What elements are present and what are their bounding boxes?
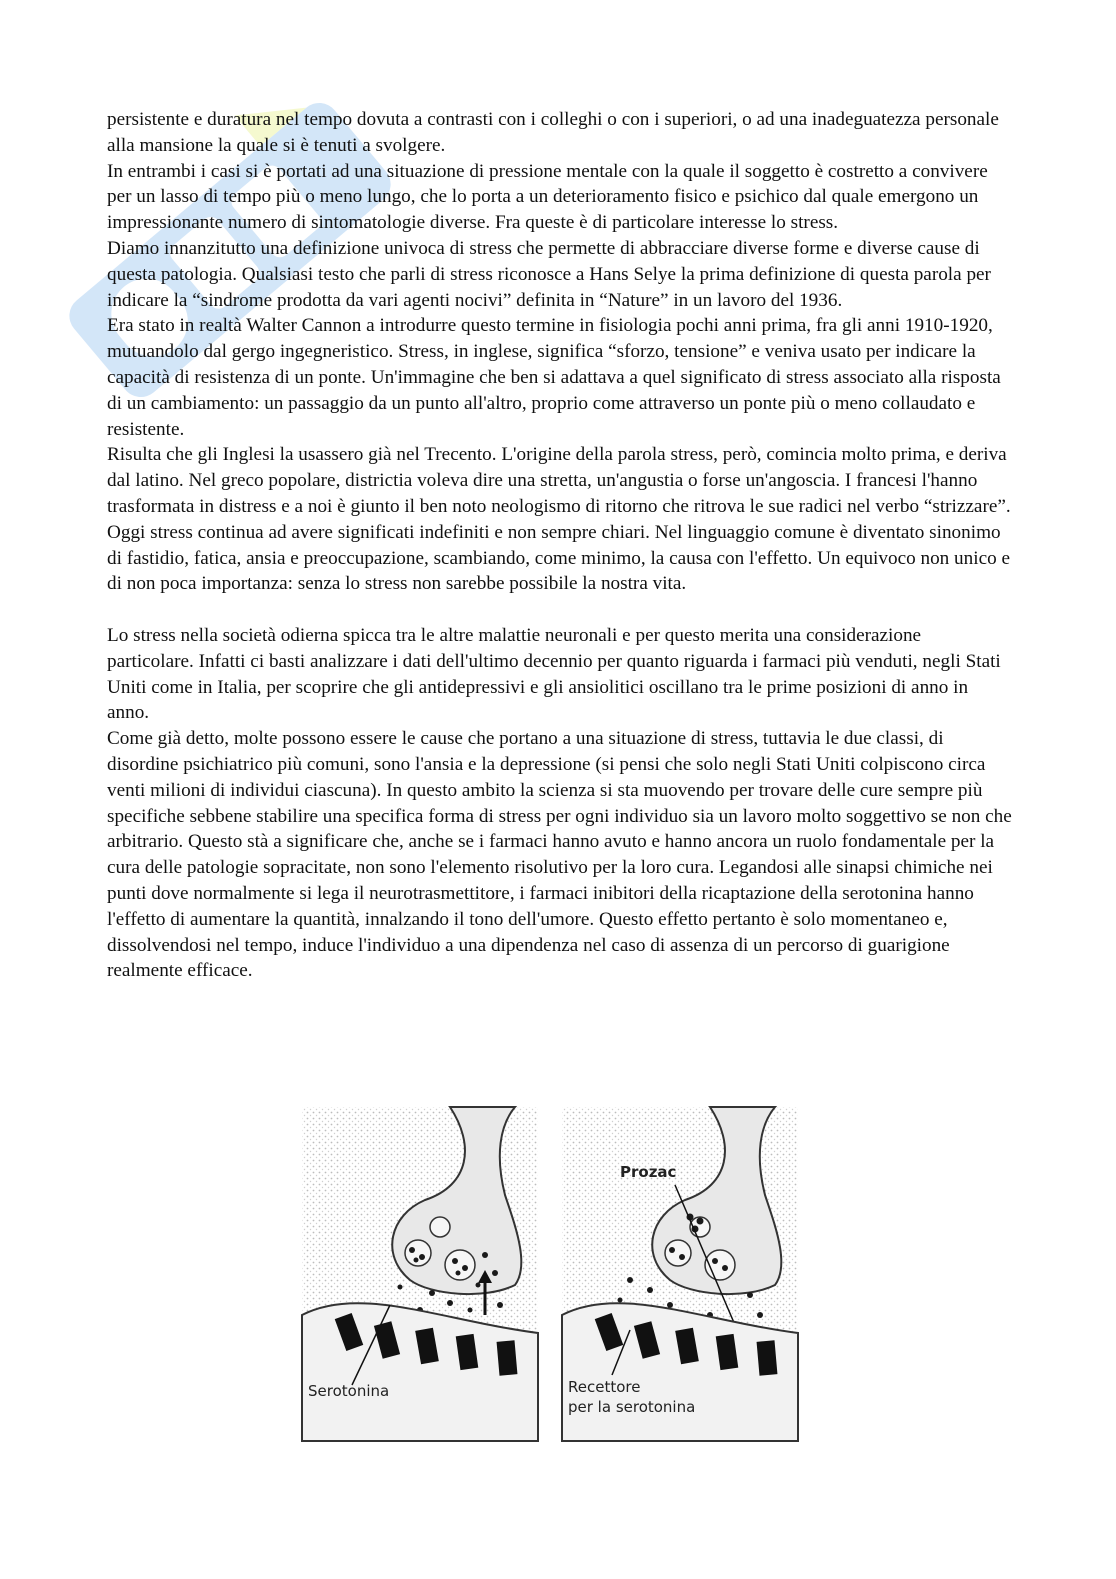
right-synapse-panel xyxy=(562,1107,798,1441)
paragraph-1: persistente e duratura nel tempo dovuta a contrasti con i colleghi o con i superiori, o ad una inadeguatezza personale alla mansione la quale si è tenuti a svolgere. xyxy=(107,109,999,156)
paragraph-3: Diamo innanzitutto una definizione univoca di stress che permette di abbracciare diverse forme e diverse cause di questa patologia. Qualsiasi testo che parli di stress riconosce a Hans Selye la prima definizione di questa parola per indicare la “sindrome prodotta da vari agenti nocivi” definita in “Nature” in un lavoro del 1936. xyxy=(107,237,991,311)
prozac-label: Prozac xyxy=(620,1163,677,1181)
paragraph-5: Risulta che gli Inglesi la usassero già nel Trecento. L'origine della parola stress, però, comincia molto prima, e deriva dal latino. Nel greco popolare, districtia voleva dire una stretta, un'angustia o forse un'angoscia. I francesi l'hanno trasformata in distress e a noi è giunto il ben noto neologismo di ritorno che ritrova le sue radici nel verbo “strizzare”. Oggi stress continua ad avere significati indefiniti e non sempre chiari. Nel linguaggio comune è diventato sinonimo di fastidio, fatica, ansia e preoccupazione, scambiando, come minimo, la causa con l'effetto. Un equivoco non unico e di non poca importanza: senza lo stress non sarebbe possibile la nostra vita. xyxy=(107,444,1011,595)
serotonin-label: Serotonina xyxy=(308,1382,390,1400)
paragraph-6: Lo stress nella società odierna spicca tra le altre malattie neuronali e per questo merita una considerazione particolare. Infatti ci basti analizzare i dati dell'ultimo decennio per quanto riguarda i farmaci più venduti, negli Stati Uniti come in Italia, per scoprire che gli antidepressivi e gli ansiolitici oscillano tra le prime posizioni di anno in anno. xyxy=(107,624,1001,724)
paragraph-7: Come già detto, molte possono essere le cause che portano a una situazione di stress, tuttavia le due classi, di disordine psichiatrico più comuni, sono l'ansia e la depressione (si pensi che solo negli Stati Uniti colpiscono circa venti milioni di individui ciascuna). In questo ambito la scienza si sta muovendo per trovare delle cure sempre più specifiche sebbene stabilire una specifica forma di stress per ogni individuo sia un lavoro molto soggettivo se non che arbitrario. Questo stà a significare che, anche se i farmaci hanno avuto e hanno ancora un ruolo fondamentale per la cura delle patologie sopracitate, non sono l'elemento risolutivo per la loro cura. Legandosi alle sinapsi chimiche nei punti dove normalmente si lega il neurotrasmettitore, i farmaci inibitori della ricaptazione della serotonina hanno l'effetto di aumentare la quantità, innalzando il tono dell'umore. Questo effetto pertanto è solo momentaneo e, dissolvendosi nel tempo, induce l'individuo a una dipendenza nel caso di assenza di un percorso di guarigione realmente efficace. xyxy=(107,728,1012,982)
paragraph-4: Era stato in realtà Walter Cannon a introdurre questo termine in fisiologia pochi anni prima, fra gli anni 1910-1920, mutuandolo dal gergo ingegneristico. Stress, in inglese, significa “sforzo, tensione” e veniva usato per indicare la capacità di resistenza di un ponte. Un'immagine che ben si adattava a quel significato di stress associato alla risposta di un cambiamento: un passaggio da un punto all'altro, proprio come attraverso un ponte più o meno collaudato e resistente. xyxy=(107,315,1001,440)
paragraph-2: In entrambi i casi si è portati ad una situazione di pressione mentale con la quale il soggetto è costretto a convivere per un lasso di tempo più o meno lungo, che lo porta a un deterioramento fisico e psichico dal quale emergono un impressionante numero di sintomatologie diverse. Fra queste è di particolare interesse lo stress. xyxy=(107,160,988,234)
document-body xyxy=(107,107,1012,984)
receptor-label-line1: Recettore xyxy=(568,1378,641,1396)
paragraph-gap xyxy=(107,597,1012,623)
receptor-label-line2: per la serotonina xyxy=(568,1398,696,1416)
synapse-figure xyxy=(300,1105,800,1445)
left-synapse-panel xyxy=(302,1107,538,1441)
